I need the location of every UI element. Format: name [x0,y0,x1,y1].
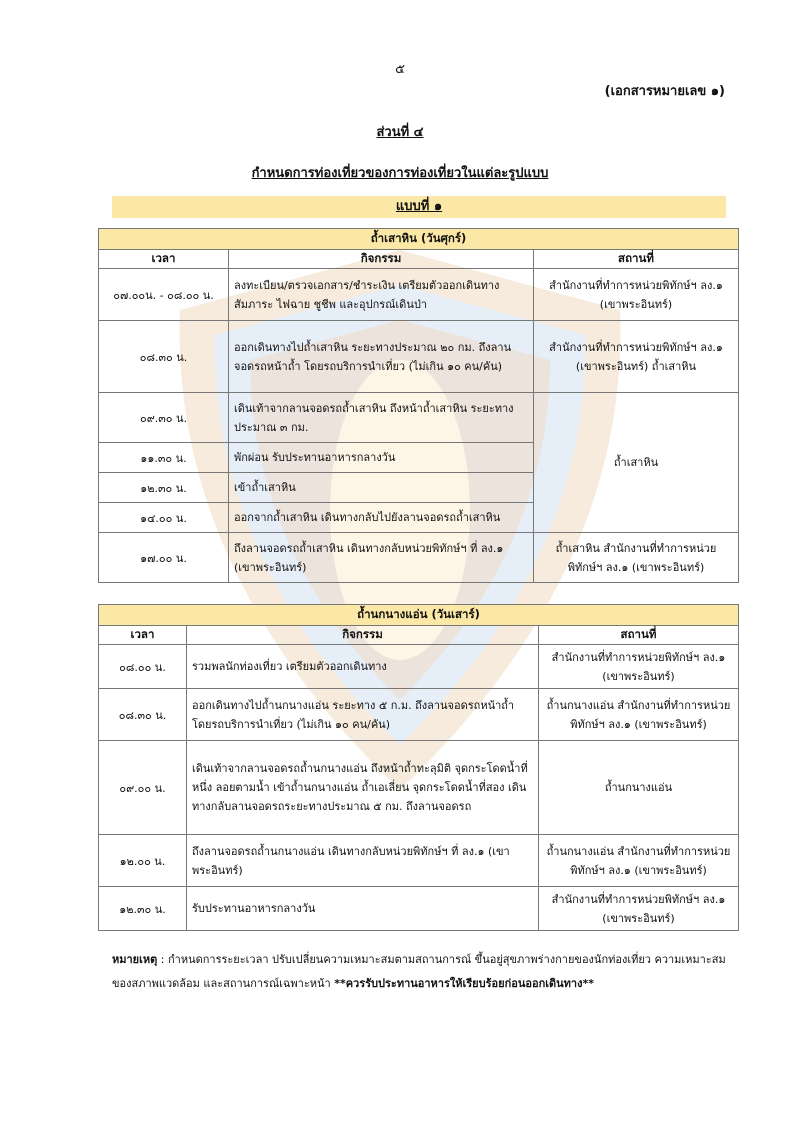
row-activity: เข้าถ้ำเสาหิน [229,473,534,503]
header-place: สถานที่ [539,626,739,645]
table-row [99,835,739,887]
row-activity: ถึงลานจอดรถถ้ำนกนางแอ่น เดินทางกลับหน่วยพิทักษ์ฯ ที่ ลง.๑ (เขาพระอินทร์) [187,835,539,887]
schedule-table-nok-nang-aen [98,604,739,931]
row-time: ๐๘.๓๐ น. [99,689,187,741]
row-place: ถ้ำนกนางแอ่น สำนักงานที่ทำการหน่วยพิทักษ์ฯ ลง.๑ (เขาพระอินทร์) [539,689,739,741]
row-place: ถ้ำนกนางแอ่น สำนักงานที่ทำการหน่วยพิทักษ์ฯ ลง.๑ (เขาพระอินทร์) [539,835,739,887]
header-time: เวลา [99,250,229,269]
row-activity: ออกเดินทางไปถ้ำนกนางแอ่น ระยะทาง ๕ ก.ม. ถึงลานจอดรถหน้าถ้ำ โดยรถบริการนำเที่ยว (ไม่เกิน ๑๐ คน/คัน) [187,689,539,741]
row-place: สำนักงานที่ทำการหน่วยพิทักษ์ฯ ลง.๑ (เขาพระอินทร์) ถ้ำเสาหิน [534,321,739,393]
row-activity: รับประทานอาหารกลางวัน [187,887,539,931]
row-time: ๑๗.๐๐ น. [99,533,229,583]
row-time: ๑๔.๐๐ น. [99,503,229,533]
row-time: ๑๒.๓๐ น. [99,473,229,503]
row-time: ๐๘.๓๐ น. [99,321,229,393]
row-activity: ออกจากถ้ำเสาหิน เดินทางกลับไปยังลานจอดรถถ้ำเสาหิน [229,503,534,533]
row-activity: ถึงลานจอดรถถ้ำเสาหิน เดินทางกลับหน่วยพิทักษ์ฯ ที่ ลง.๑ (เขาพระอินทร์) [229,533,534,583]
row-place: สำนักงานที่ทำการหน่วยพิทักษ์ฯ ลง.๑ (เขาพระอินทร์) [539,645,739,689]
remark-text: : กำหนดการระยะเวลา ปรับเปลี่ยนความเหมาะสมตามสถานการณ์ ขึ้นอยู่สุขภาพร่างกายของนักท่องเที่ยว ความเหมาะสมของสภาพแวดล้อม และสถานการณ์เฉพาะหน้า [112,953,726,990]
header-activity: กิจกรรม [187,626,539,645]
remark-emphasis: **ควรรับประทานอาหารให้เรียบร้อยก่อนออกเดินทาง** [334,977,594,990]
row-time: ๑๒.๓๐ น. [99,887,187,931]
remark-label: หมายเหตุ [112,953,158,966]
table-row [99,533,739,583]
row-activity: ลงทะเบียน/ตรวจเอกสาร/ชำระเงิน เตรียมตัวออกเดินทาง สัมภาระ ไฟฉาย ชูชีพ และอุปกรณ์เดินป่า [229,269,534,321]
row-place: สำนักงานที่ทำการหน่วยพิทักษ์ฯ ลง.๑ (เขาพระอินทร์) [539,887,739,931]
row-time: ๑๒.๐๐ น. [99,835,187,887]
header-place: สถานที่ [534,250,739,269]
row-place-merged: ถ้ำเสาหิน [534,393,739,533]
schedule-table-sao-hin [98,228,739,583]
document-reference: (เอกสารหมายเลข ๑) [604,84,725,99]
row-time: ๑๑.๓๐ น. [99,443,229,473]
header-time: เวลา [99,626,187,645]
table-title: ถ้ำเสาหิน (วันศุกร์) [99,229,739,250]
table-row [99,645,739,689]
pattern-label: แบบที่ ๑ [112,196,726,218]
header-activity: กิจกรรม [229,250,534,269]
table-title: ถ้ำนกนางแอ่น (วันเสาร์) [99,605,739,626]
row-activity: เดินเท้าจากลานจอดรถถ้ำนกนางแอ่น ถึงหน้าถ้ำทะลุมิติ จุดกระโดดน้ำที่หนึ่ง ลอยตามน้ำ เข้าถ้ำนกนางแอ่น ถ้ำเอเลี่ยน จุดกระโดดน้ำที่สอง เดินทางกลับลานจอดรถระยะทางประมาณ ๕ กม. ถึงลานจอดรถ [187,741,539,835]
row-activity: พักผ่อน รับประทานอาหารกลางวัน [229,443,534,473]
row-time: ๐๗.๐๐น. - ๐๘.๐๐ น. [99,269,229,321]
row-activity: เดินเท้าจากลานจอดรถถ้ำเสาหิน ถึงหน้าถ้ำเสาหิน ระยะทาง ประมาณ ๓ กม. [229,393,534,443]
row-time: ๐๙.๐๐ น. [99,741,187,835]
table-row [99,741,739,835]
table-row [99,887,739,931]
table-row [99,689,739,741]
row-place: สำนักงานที่ทำการหน่วยพิทักษ์ฯ ลง.๑ (เขาพระอินทร์) [534,269,739,321]
row-place: ถ้ำเสาหิน สำนักงานที่ทำการหน่วยพิทักษ์ฯ ลง.๑ (เขาพระอินทร์) [534,533,739,583]
section-title: ส่วนที่ ๔ [376,125,424,140]
page-number: ๕ [395,62,405,77]
table-row [99,393,739,443]
row-time: ๐๙.๓๐ น. [99,393,229,443]
table-row [99,269,739,321]
remark-note [112,948,734,996]
table-row [99,321,739,393]
row-activity: ออกเดินทางไปถ้ำเสาหิน ระยะทางประมาณ ๒๐ กม. ถึงลานจอดรถหน้าถ้ำ โดยรถบริการนำเที่ยว (ไม่เกิน ๑๐ คน/คัน) [229,321,534,393]
row-time: ๐๘.๐๐ น. [99,645,187,689]
main-title: กำหนดการท่องเที่ยวของการท่องเที่ยวในแต่ละรูปแบบ [251,166,549,181]
row-activity: รวมพลนักท่องเที่ยว เตรียมตัวออกเดินทาง [187,645,539,689]
row-place: ถ้ำนกนางแอ่น [539,741,739,835]
